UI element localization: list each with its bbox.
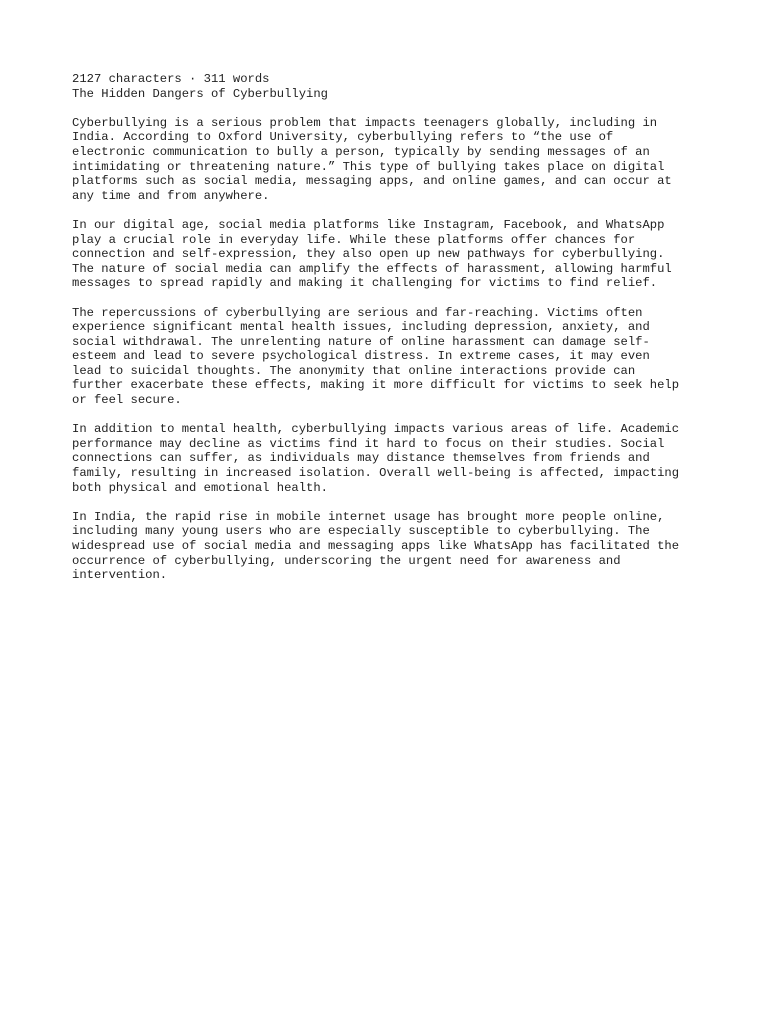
paragraph-other-impacts: In addition to mental health, cyberbullying impacts various areas of life. Academic performance may decline as victims find it hard to focus on their studies. Social connections can suffer, as individuals may distance themselves from friends and family, resulting in increased isolation. Overall well-being is affected, impacting both physical and emotional health. bbox=[72, 422, 680, 495]
document-title: The Hidden Dangers of Cyberbullying bbox=[72, 86, 328, 101]
paragraph-intro: Cyberbullying is a serious problem that impacts teenagers globally, including in India. According to Oxford University, cyberbullying refers to “the use of electronic communication to bully a person, typically by sending messages of an intimidating or threatening nature.” This type of bullying takes place on digital platforms such as social media, messaging apps, and online games, and can occur at any time and from anywhere. bbox=[72, 115, 672, 203]
spacer bbox=[72, 203, 712, 218]
paragraph-india: In India, the rapid rise in mobile internet usage has brought more people online, including many young users who are especially susceptible to cyberbullying. The widespread use of social media and messaging apps like WhatsApp has facilitated the occurrence of cyberbullying, underscoring the urgent need for awareness and intervention. bbox=[72, 509, 680, 583]
document-stats: 2127 characters · 311 words bbox=[72, 72, 270, 86]
paragraph-digital-age: In our digital age, social media platforms like Instagram, Facebook, and WhatsApp play a crucial role in everyday life. While these platforms offer chances for connection and self-expression, they also open up new pathways for cyberbullying. The nature of social media can amplify the effects of harassment, allowing harmful messages to spread rapidly and making it challenging for victims to find relief. bbox=[72, 217, 672, 291]
document-page bbox=[72, 72, 712, 583]
spacer bbox=[72, 495, 712, 510]
spacer bbox=[72, 101, 712, 116]
spacer bbox=[72, 291, 712, 306]
spacer bbox=[72, 408, 712, 423]
paragraph-repercussions: The repercussions of cyberbullying are serious and far-reaching. Victims often experience significant mental health issues, including depression, anxiety, and social withdrawal. The unrelenting nature of online harassment can damage self- esteem and lead to severe psychological distress. In extreme cases, it may even lead to suicidal thoughts. The anonymity that online interactions provide can further exacerbate these effects, making it more difficult for victims to seek help or feel secure. bbox=[72, 305, 680, 408]
